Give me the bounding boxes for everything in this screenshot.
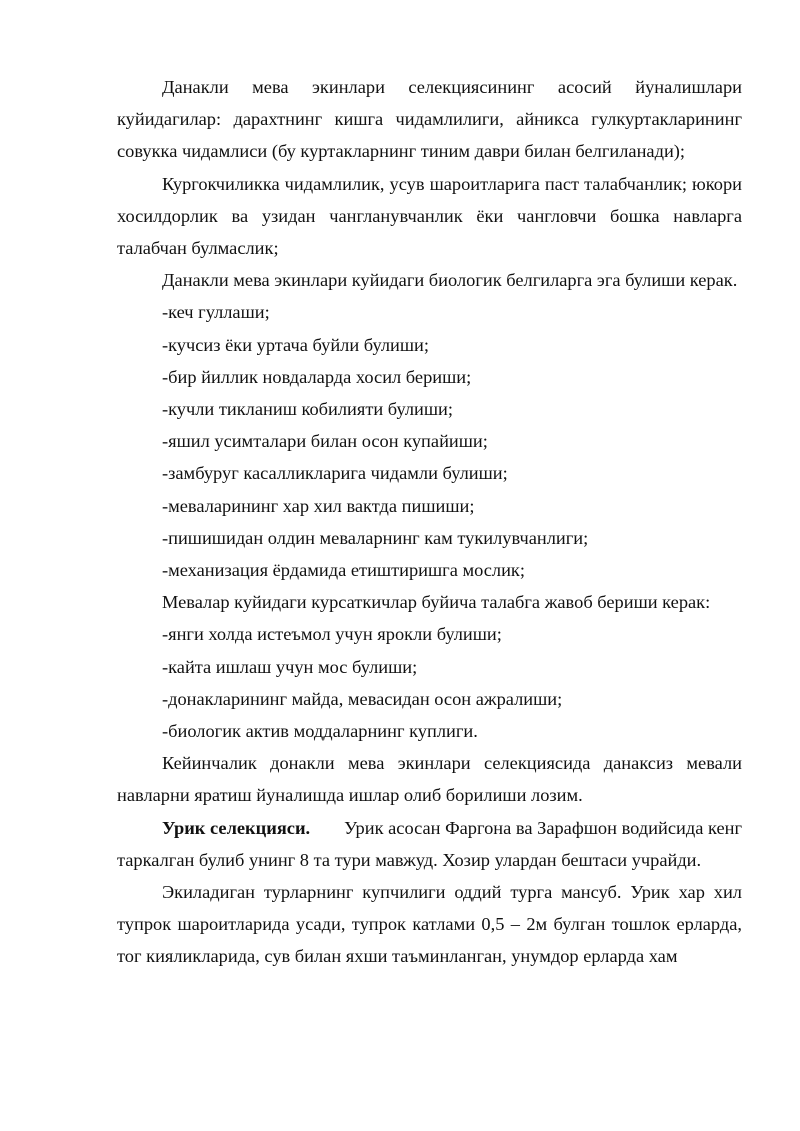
paragraph-apricot-cultivation: Экиладиган турларнинг купчилиги оддий турга мансуб. Урик хар хил тупрок шароитларида усади, тупрок катлами 0,5 – 2м булган тошлок ерларда, тог кияликларида, сув билан яхши таъминланган, унумдор ерларда хам xyxy=(117,882,742,967)
biological-traits-list xyxy=(117,296,742,586)
list-item: -яшил усимталари билан осон купайиши; xyxy=(162,431,488,452)
paragraph-seedless-breeding: Кейинчалик донакли мева экинлари селекциясида данаксиз мевали навларни яратиш йуналишда ишлар олиб борилиши лозим. xyxy=(117,753,742,806)
list-item: -механизация ёрдамида етиштиришга мослик; xyxy=(162,560,525,581)
list-item: -кучсиз ёки уртача буйли булиши; xyxy=(162,334,429,355)
paragraph-apricot-breeding xyxy=(117,812,742,876)
paragraph-drought-resistance: Кургокчиликка чидамлилик, усув шароитларига паст талабчанлик; юкори хосилдорлик ва узидан чангланувчанлик ёки чангловчи бошка навларга талабчан булмаслик; xyxy=(117,173,742,259)
list-item: -биологик актив моддаларнинг куплиги. xyxy=(162,721,478,742)
list-item: -замбуруг касалликларига чидамли булиши; xyxy=(162,463,508,484)
paragraph-fruit-requirements: Мевалар куйидаги курсаткичлар буйича талабга жавоб бериши керак: xyxy=(162,592,711,613)
list-item: -кайта ишлаш учун мос булиши; xyxy=(162,656,418,677)
document-body xyxy=(117,71,742,973)
list-item: -пишишидан олдин меваларнинг кам тукилувчанлиги; xyxy=(162,527,589,548)
paragraph-breeding-directions: Данакли мева экинлари селекциясининг асосий йуналишлари куйидагилар: дарахтнинг кишга чидамлилиги, айникса гулкуртакларининг совукка чидамлиси (бу куртакларнинг тиним даври билан белгиланади); xyxy=(117,77,742,162)
list-item: -донакларининг майда, мевасидан осон ажралиши; xyxy=(162,688,563,709)
apricot-breeding-text: Урик асосан Фаргона ва Зарафшон водийсида кенг таркалган булиб унинг 8 та тури мавжуд. Хозир улардан бештаси учрайди. xyxy=(117,817,742,870)
section-heading-apricot: Урик селекцияси. xyxy=(162,817,311,838)
paragraph-biological-traits: Данакли мева экинлари куйидаги биологик белгиларга эга булиши керак. xyxy=(162,270,738,291)
fruit-requirements-list xyxy=(117,618,742,747)
list-item: -кучли тикланиш кобилияти булиши; xyxy=(162,399,453,420)
list-item: -янги холда истеъмол учун ярокли булиши; xyxy=(162,624,502,645)
list-item: -бир йиллик новдаларда хосил бериши; xyxy=(162,366,472,387)
list-item: -меваларининг хар хил вактда пишиши; xyxy=(162,495,475,516)
list-item: -кеч гуллаши; xyxy=(162,302,270,323)
